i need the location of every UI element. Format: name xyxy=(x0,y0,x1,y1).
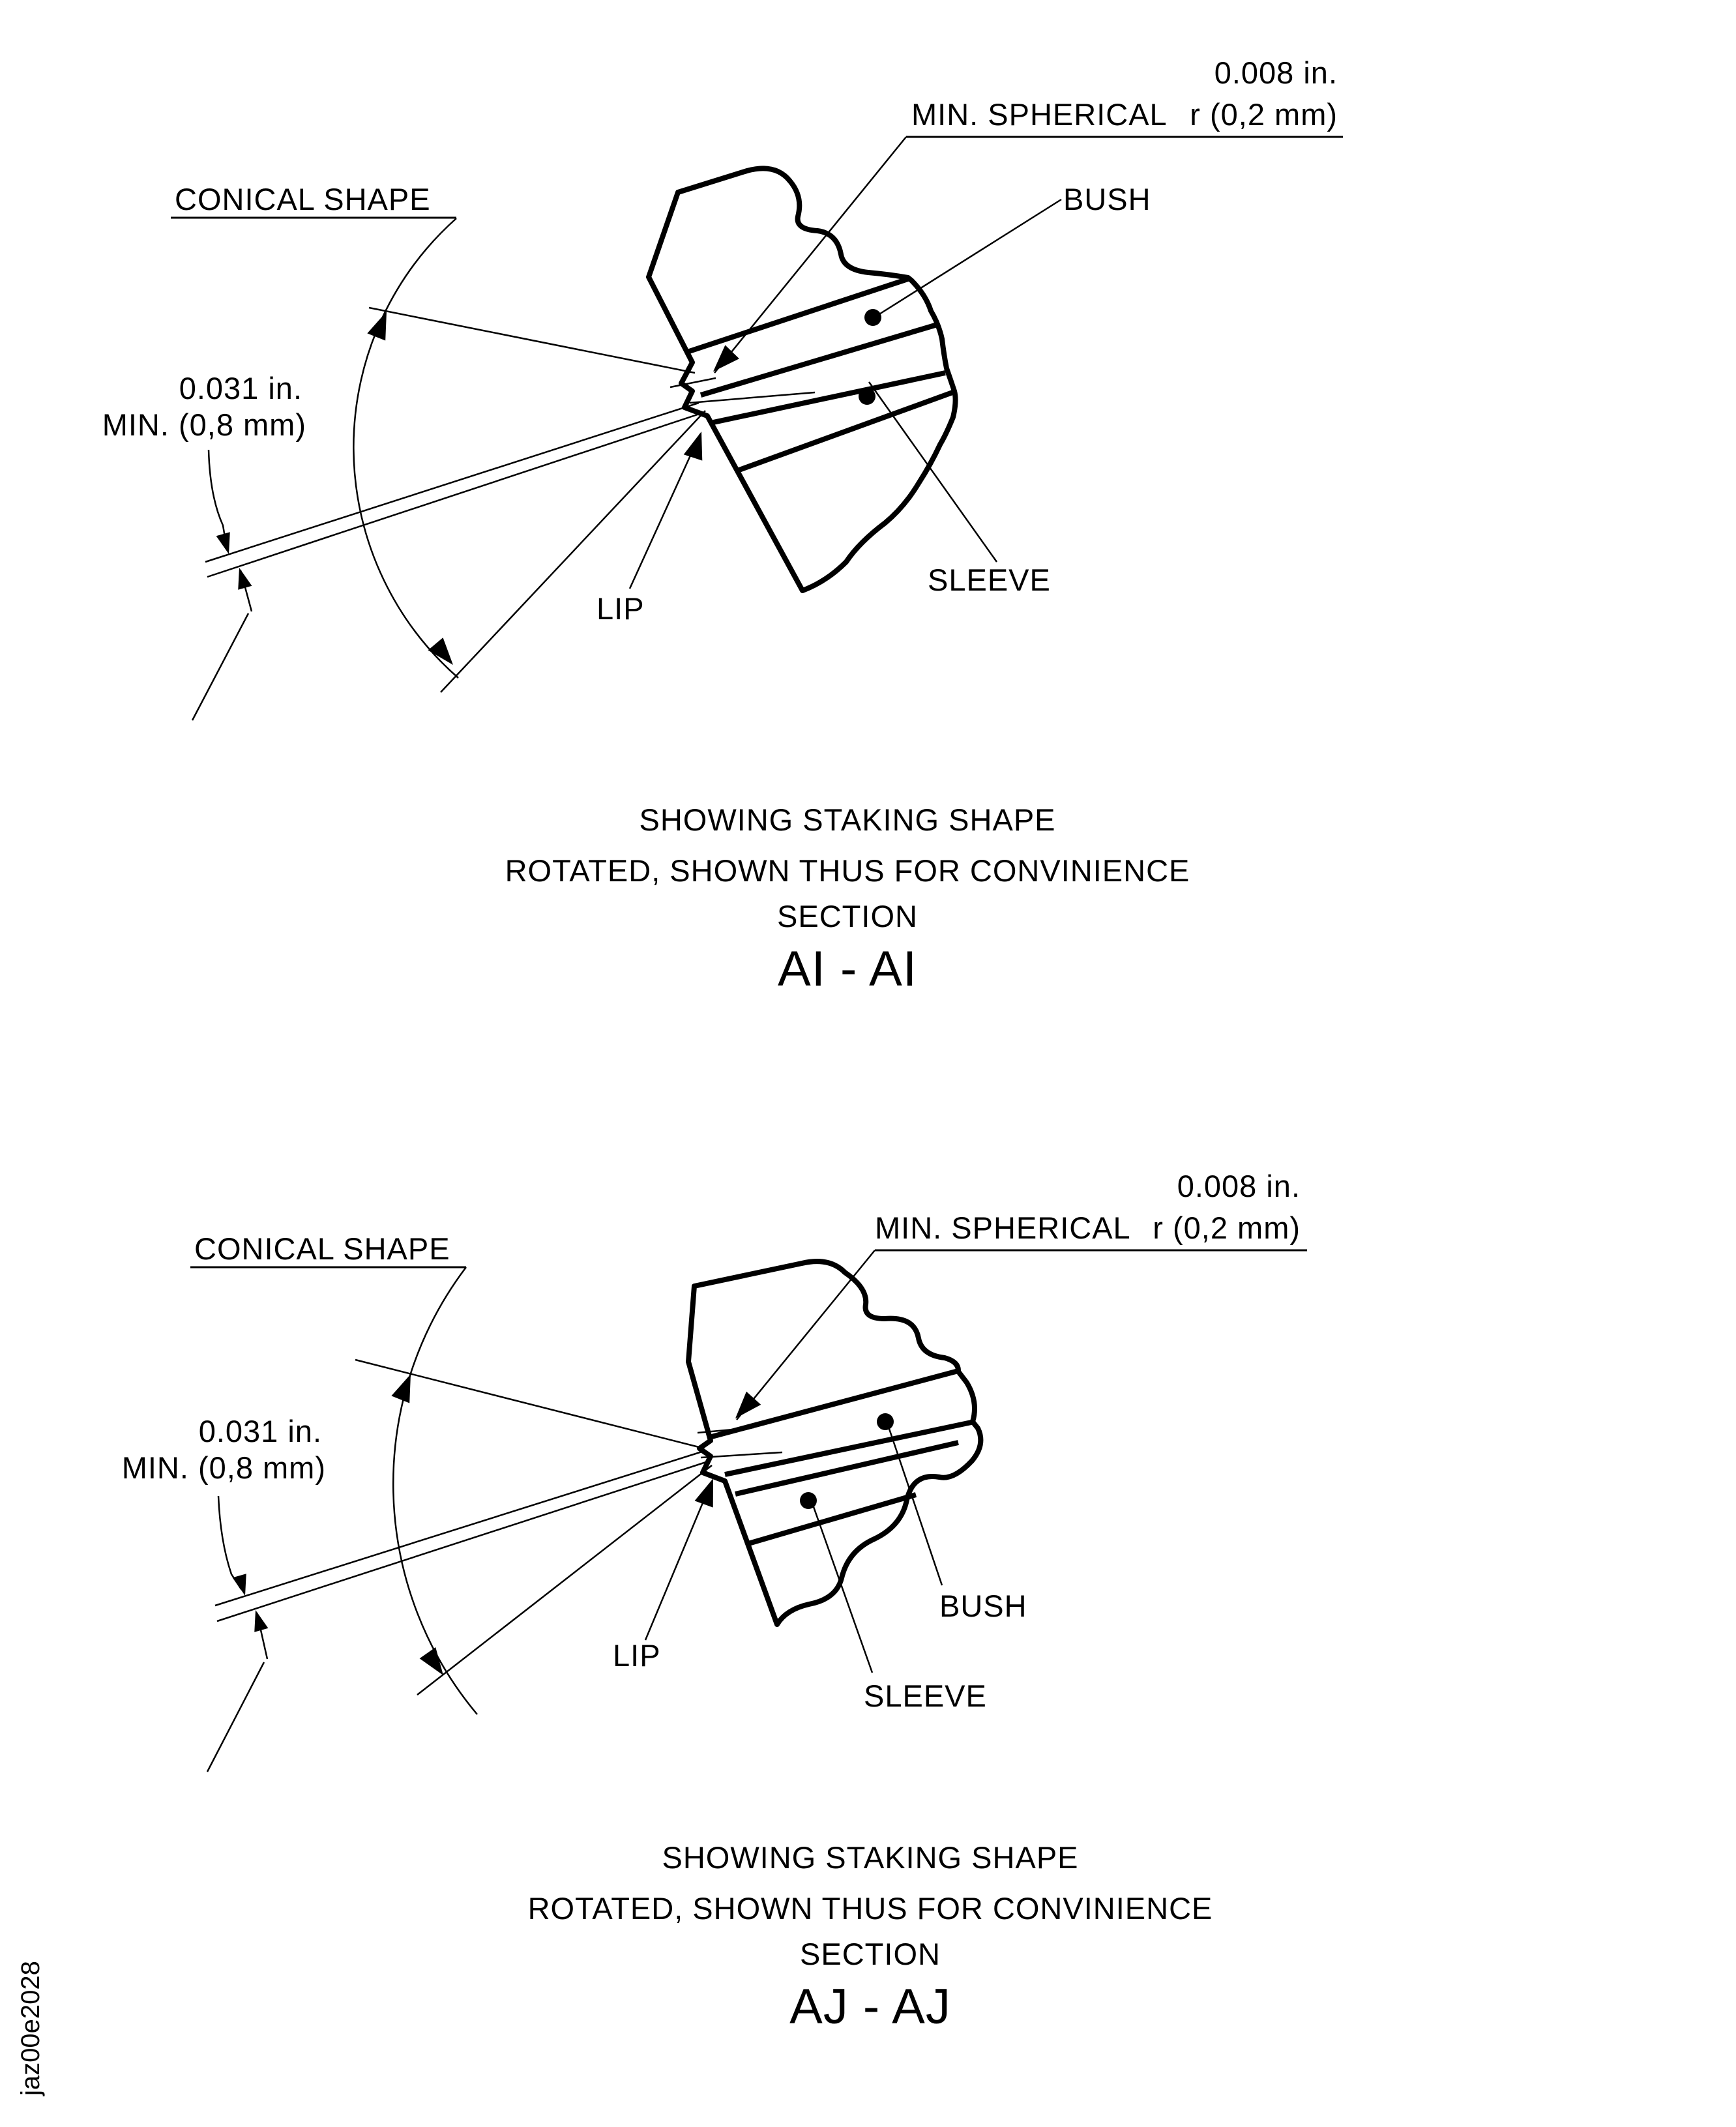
thickness-metric-label: MIN. (0,8 mm) xyxy=(121,1450,326,1485)
thickness-value-label: 0.031 in. xyxy=(198,1414,322,1448)
lip-arrowhead xyxy=(684,428,711,460)
radius-name-label: MIN. SPHERICAL xyxy=(911,97,1168,132)
bush-reference-dot xyxy=(864,309,881,326)
arc-lower-arrowhead xyxy=(420,1647,452,1681)
lip-leader-line xyxy=(645,1481,712,1640)
section-ai-drawing xyxy=(102,55,1343,997)
cone-leg-upper xyxy=(369,308,695,373)
conical-shape-label: CONICAL SHAPE xyxy=(194,1231,450,1266)
lip-leader-line xyxy=(630,434,700,589)
thickness-extension-line xyxy=(192,613,248,720)
section-id-title: AI - AI xyxy=(778,941,917,997)
thickness-extension-line xyxy=(207,1662,264,1772)
bush-label: BUSH xyxy=(1063,182,1151,216)
caption-line1: SHOWING STAKING SHAPE xyxy=(662,1840,1079,1875)
thickness-value-label: 0.031 in. xyxy=(179,371,302,405)
lip-thickness-line-lower xyxy=(217,1461,708,1621)
radius-value-label: 0.008 in. xyxy=(1214,55,1338,90)
caption-line3: SECTION xyxy=(777,899,918,933)
cone-leg-upper xyxy=(355,1360,704,1448)
bush-reference-dot xyxy=(877,1413,894,1430)
thickness-metric-label: MIN. (0,8 mm) xyxy=(102,407,306,442)
caption-line2: ROTATED, SHOWN THUS FOR CONVINIENCE xyxy=(505,853,1190,888)
radius-value-label: 0.008 in. xyxy=(1177,1169,1301,1203)
sleeve-label: SLEEVE xyxy=(928,563,1051,597)
thickness-lower-arrowhead xyxy=(248,1608,268,1632)
caption-line2: ROTATED, SHOWN THUS FOR CONVINIENCE xyxy=(527,1891,1213,1926)
cone-leg-lower xyxy=(441,411,705,692)
bush-leader-line xyxy=(876,199,1061,316)
sleeve-label: SLEEVE xyxy=(864,1679,987,1713)
lip-label: LIP xyxy=(596,591,645,626)
conical-angle-arc xyxy=(393,1267,477,1714)
caption-line3: SECTION xyxy=(800,1937,941,1971)
lip-label: LIP xyxy=(613,1638,661,1673)
bush-label: BUSH xyxy=(939,1589,1027,1623)
section-id-title: AJ - AJ xyxy=(789,1979,951,2034)
conical-angle-arc xyxy=(353,218,458,678)
section-aj-drawing xyxy=(122,1169,1307,2034)
thickness-leader-curve xyxy=(218,1496,241,1589)
radius-name-label: MIN. SPHERICAL xyxy=(875,1210,1131,1245)
cone-leg-lower xyxy=(417,1465,712,1695)
radius-metric-label: r (0,2 mm) xyxy=(1153,1210,1301,1245)
thickness-lower-arrowhead xyxy=(232,566,252,590)
caption-line1: SHOWING STAKING SHAPE xyxy=(639,802,1056,837)
sleeve-reference-dot xyxy=(859,388,875,405)
conical-shape-label: CONICAL SHAPE xyxy=(175,182,431,216)
arc-lower-arrowhead xyxy=(428,638,461,671)
radius-metric-label: r (0,2 mm) xyxy=(1190,97,1338,132)
sheet-reference-code: jaz00e2028 xyxy=(16,1961,45,2096)
